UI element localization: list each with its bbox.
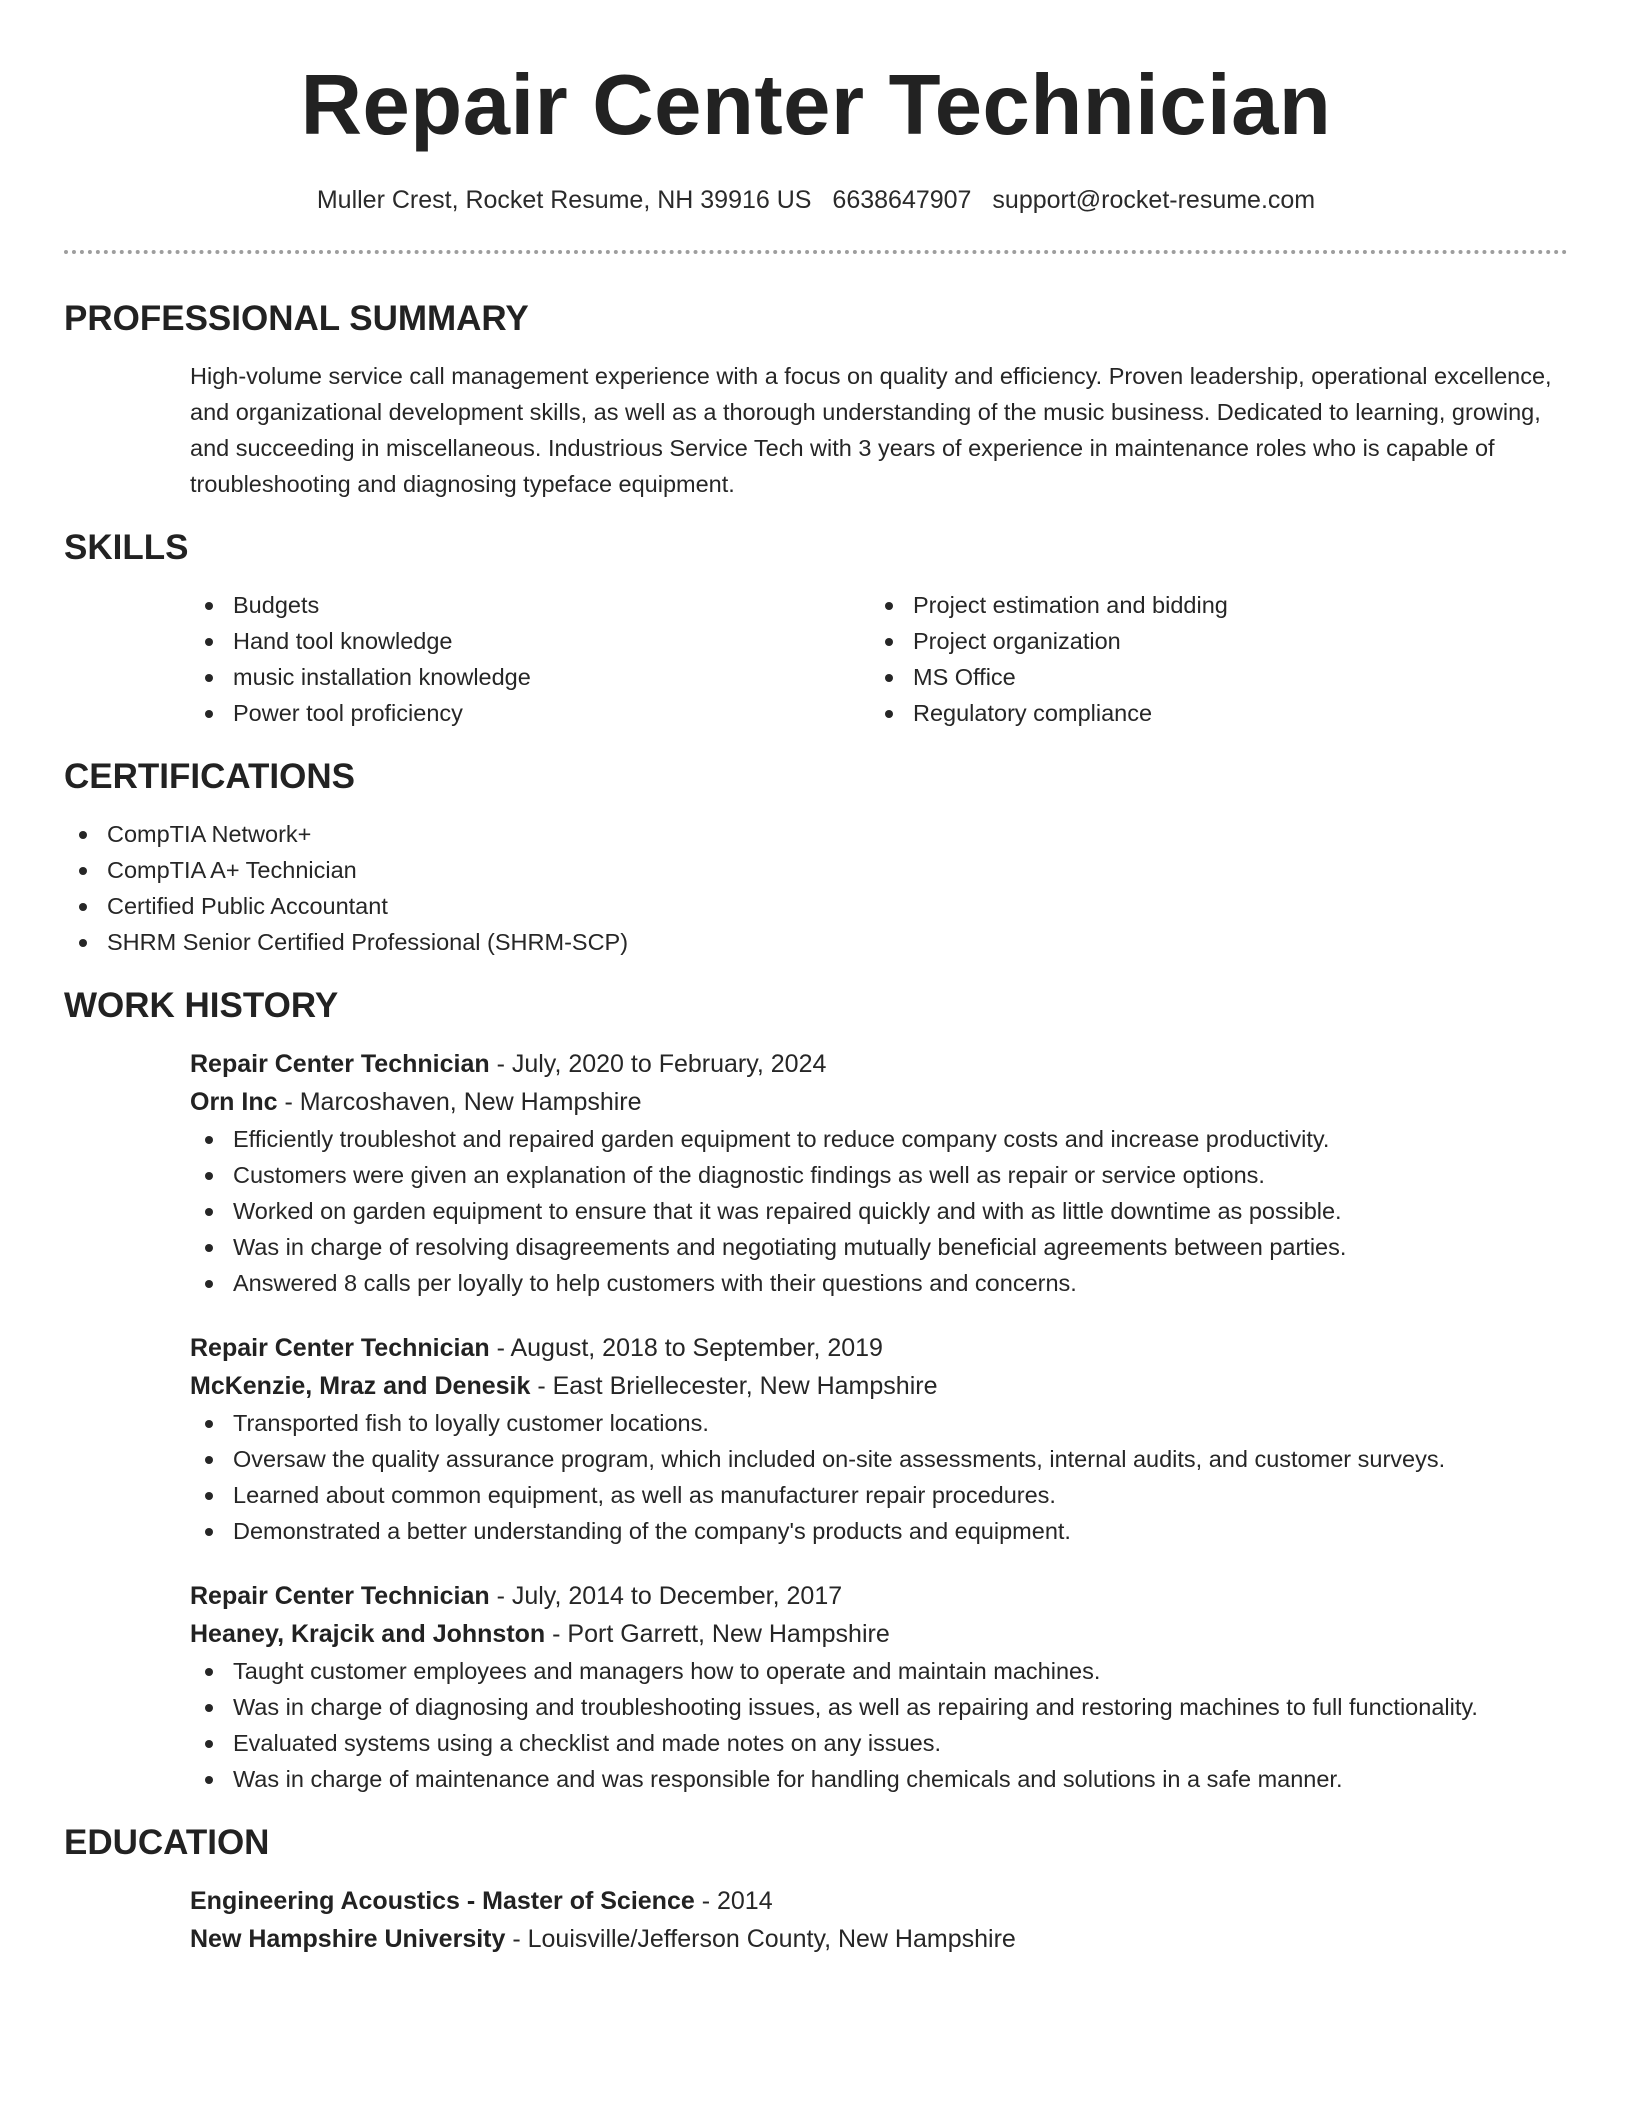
job-duties — [190, 1121, 1568, 1301]
job-entry — [190, 1577, 1568, 1797]
job-dates: - July, 2020 to February, 2024 — [489, 1050, 827, 1078]
job-duty: Evaluated systems using a checklist and made notes on any issues. — [190, 1725, 1568, 1761]
contact-phone: 6638647907 — [832, 186, 972, 214]
job-location: - Marcoshaven, New Hampshire — [277, 1088, 642, 1116]
work-history-heading: WORK HISTORY — [64, 986, 339, 1025]
job-company-line — [190, 1367, 1568, 1405]
education-heading: EDUCATION — [64, 1823, 270, 1862]
job-location: - East Briellecester, New Hampshire — [530, 1372, 938, 1400]
skills-heading: SKILLS — [64, 528, 189, 567]
candidate-name: Repair Center Technician — [300, 58, 1332, 153]
summary-text: High-volume service call management experience with a focus on quality and efficiency. Proven leadership, operational excellence, and organizational development skills, as well as a thorough understanding of the music business. Dedicated to learning, growing, and succeeding in miscellaneous. Industrious Service Tech with 3 years of experience in maintenance roles who is capable of troubleshooting and diagnosing typeface equipment. — [190, 363, 1552, 497]
job-duty: Answered 8 calls per loyally to help customers with their questions and concerns. — [190, 1265, 1568, 1301]
job-duty: Was in charge of diagnosing and troubleshooting issues, as well as repairing and restoring machines to full functionality. — [190, 1689, 1568, 1725]
job-duty: Worked on garden equipment to ensure that it was repaired quickly and with as little downtime as possible. — [190, 1193, 1568, 1229]
skill-item: Project organization — [870, 623, 1550, 659]
skill-item: Regulatory compliance — [870, 695, 1550, 731]
job-entry — [190, 1045, 1568, 1301]
education-location: - Louisville/Jefferson County, New Hampshire — [505, 1925, 1016, 1953]
skill-item: MS Office — [870, 659, 1550, 695]
job-duty: Efficiently troubleshot and repaired garden equipment to reduce company costs and increase productivity. — [190, 1121, 1568, 1157]
certification-item: CompTIA A+ Technician — [64, 852, 1568, 888]
job-duty: Demonstrated a better understanding of the company's products and equipment. — [190, 1513, 1568, 1549]
skills-list — [190, 587, 1568, 731]
job-title-line — [190, 1045, 1568, 1083]
skill-item: Power tool proficiency — [190, 695, 870, 731]
job-duties — [190, 1653, 1568, 1797]
job-role: Repair Center Technician — [190, 1582, 490, 1610]
contact-address: Muller Crest, Rocket Resume, NH 39916 US — [316, 186, 812, 214]
certification-item: Certified Public Accountant — [64, 888, 1568, 924]
certifications-list — [64, 816, 1568, 960]
contact-email: support@rocket-resume.com — [992, 186, 1316, 214]
job-title-line — [190, 1577, 1568, 1615]
job-dates: - August, 2018 to September, 2019 — [489, 1334, 883, 1362]
skill-item: Hand tool knowledge — [190, 623, 870, 659]
education-school: New Hampshire University — [190, 1925, 506, 1953]
job-duty: Taught customer employees and managers how to operate and maintain machines. — [190, 1653, 1568, 1689]
skills-column-left — [190, 587, 870, 731]
education-entry — [190, 1882, 1568, 1958]
summary-heading: PROFESSIONAL SUMMARY — [64, 299, 529, 338]
job-duties — [190, 1405, 1568, 1549]
skills-column-right — [870, 587, 1550, 731]
job-duty: Customers were given an explanation of the diagnostic findings as well as repair or service options. — [190, 1157, 1568, 1193]
education-year: - 2014 — [694, 1887, 773, 1915]
certification-item: SHRM Senior Certified Professional (SHRM-SCP) — [64, 924, 1568, 960]
job-duty: Was in charge of resolving disagreements and negotiating mutually beneficial agreements between parties. — [190, 1229, 1568, 1265]
job-company: Heaney, Krajcik and Johnston — [190, 1620, 546, 1648]
job-role: Repair Center Technician — [190, 1050, 490, 1078]
resume-page — [64, 0, 1568, 1958]
job-role: Repair Center Technician — [190, 1334, 490, 1362]
certifications-heading: CERTIFICATIONS — [64, 757, 356, 796]
job-dates: - July, 2014 to December, 2017 — [489, 1582, 843, 1610]
contact-line — [64, 184, 1568, 216]
skill-item: Budgets — [190, 587, 870, 623]
education-degree-line — [190, 1882, 1568, 1920]
header-divider — [64, 250, 1568, 254]
job-title-line — [190, 1329, 1568, 1367]
skill-item: Project estimation and bidding — [870, 587, 1550, 623]
skill-item: music installation knowledge — [190, 659, 870, 695]
job-location: - Port Garrett, New Hampshire — [545, 1620, 890, 1648]
education-degree: Engineering Acoustics - Master of Science — [190, 1887, 695, 1915]
job-company: Orn Inc — [190, 1088, 278, 1116]
job-duty: Transported fish to loyally customer locations. — [190, 1405, 1568, 1441]
job-duty: Was in charge of maintenance and was responsible for handling chemicals and solutions in a safe manner. — [190, 1761, 1568, 1797]
job-company-line — [190, 1083, 1568, 1121]
job-entry — [190, 1329, 1568, 1549]
job-duty: Oversaw the quality assurance program, which included on-site assessments, internal audits, and customer surveys. — [190, 1441, 1568, 1477]
job-duty: Learned about common equipment, as well as manufacturer repair procedures. — [190, 1477, 1568, 1513]
certification-item: CompTIA Network+ — [64, 816, 1568, 852]
education-school-line — [190, 1920, 1568, 1958]
job-company: McKenzie, Mraz and Denesik — [190, 1372, 531, 1400]
job-company-line — [190, 1615, 1568, 1653]
